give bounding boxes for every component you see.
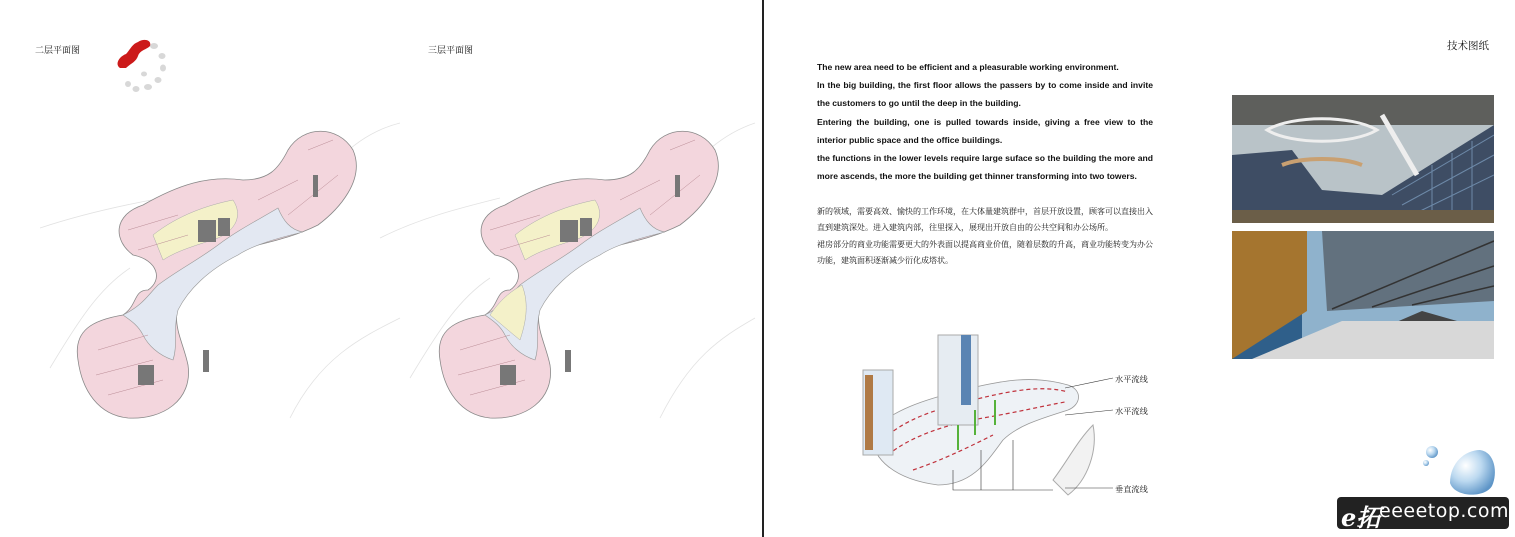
- locator-highlight: [118, 40, 151, 68]
- locator-key-map: [108, 34, 170, 96]
- water-droplet-decoration: [1420, 438, 1500, 500]
- plan-3f-title: 三层平面图: [428, 46, 474, 56]
- interior-render-atrium: [1232, 95, 1494, 223]
- en-paragraph: the functions in the lower levels require large suface so the building the more and more ascends, the more the building get thinner transforming into two towers.: [817, 153, 1153, 182]
- callout-leaders: [1065, 370, 1145, 495]
- callout-vertical-flow: 垂直流线: [1115, 484, 1148, 494]
- en-paragraph: Entering the building, one is pulled towards inside, giving a free view to the interior public space and the office buildings.: [817, 116, 1153, 145]
- watermark-url: eeeetop.com: [1379, 500, 1510, 522]
- book-spine: [762, 0, 764, 537]
- callout-horizontal-flow-2: 水平流线: [1115, 406, 1148, 416]
- right-page: [765, 0, 1515, 537]
- floor-plan-3f: [430, 120, 730, 430]
- cn-paragraph: 裙房部分的商业功能需要更大的外表面以提高商业价值，随着层数的升高，商业功能转变为办公功能，建筑面积逐渐减少衍化成塔状。: [817, 239, 1153, 265]
- cn-paragraph: 新的领域，需要高效、愉快的工作环境，在大体量建筑群中，首层开放设置，顾客可以直接出入直到建筑深处。进入建筑内部，往里探入，展现出开放自由的公共空间和办公场所。: [817, 207, 1153, 233]
- watermark-logo: e拓: [1341, 503, 1381, 532]
- interior-render-escalator: [1232, 231, 1494, 359]
- page-title: 技术图纸: [1447, 40, 1489, 52]
- chinese-description: [817, 204, 1153, 269]
- en-paragraph: In the big building, the first floor allows the passers by to come inside and invite the customers to go until the deep in the building.: [817, 80, 1153, 109]
- plan-2f-title: 二层平面图: [35, 46, 81, 56]
- english-description: [817, 58, 1153, 185]
- callout-horizontal-flow-1: 水平流线: [1115, 374, 1148, 384]
- watermark-badge: [1337, 497, 1510, 532]
- en-paragraph: The new area need to be efficient and a pleasurable working environment.: [817, 62, 1119, 72]
- floor-plan-2f: [68, 120, 368, 430]
